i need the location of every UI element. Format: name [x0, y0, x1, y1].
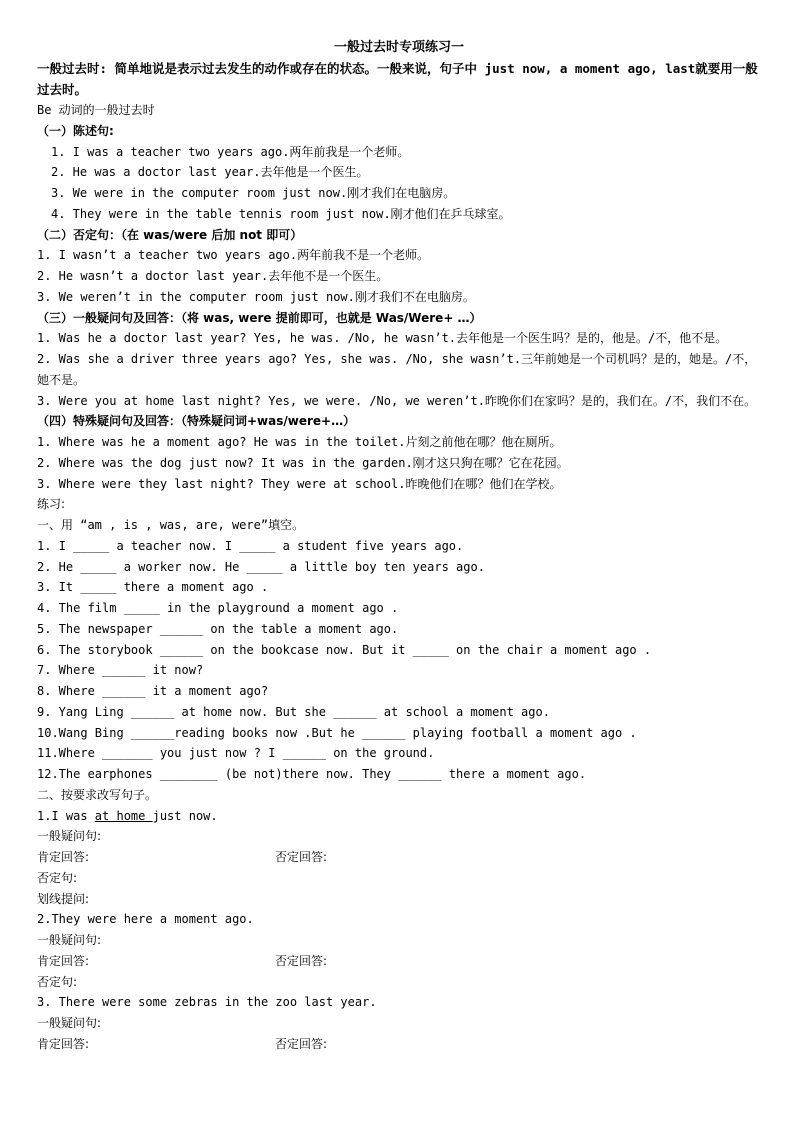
list-item: 1. Was he a doctor last year? Yes, he was. /No, he wasn’t.去年他是一个医生吗？是的，他是。/不，他不是。: [37, 331, 728, 346]
list-item: 3. Were you at home last night? Yes, we were. /No, we weren’t.昨晚你们在家吗？是的，我们在。/不，我们不在。: [37, 393, 757, 408]
section-statement-heading: （一）陈述句:: [37, 123, 114, 138]
exercise-item: 8. Where ______ it a moment ago?: [37, 684, 269, 698]
underlined-phrase: at home: [94, 808, 153, 823]
answer-row: [37, 1034, 761, 1055]
section-negative-heading: （二）否定句：（在 was/were 后加 not 即可）: [37, 227, 303, 242]
intro-definition: 一般过去时: 简单地说是表示过去发生的动作或存在的状态。一般来说，句子中 just now, a moment ago, last就要用一般过去时。: [37, 61, 758, 97]
rewrite-sentence-3: 3. There were some zebras in the zoo last year.: [37, 995, 377, 1010]
wh-question-label: 划线提问:: [37, 891, 90, 906]
positive-answer-label: 肯定回答:: [37, 953, 90, 968]
exercise-item: 10.Wang Bing ______reading books now .But he ______ playing football a moment ago .: [37, 725, 637, 740]
list-item: 1. I was a teacher two years ago.两年前我是一个老师。: [51, 144, 410, 159]
page-title: 一般过去时专项练习一: [333, 40, 464, 55]
exercise1-heading: 一、用 “am , is , was, are, were”填空。: [37, 518, 305, 532]
exercise-item: 2. He _____ a worker now. He _____ a little boy ten years ago.: [37, 559, 485, 574]
positive-answer-label: 肯定回答:: [37, 850, 90, 864]
list-item: 1. Where was he a moment ago? He was in the toilet.片刻之前他在哪？他在厕所。: [37, 435, 562, 449]
positive-answer-label: 肯定回答:: [37, 1036, 90, 1051]
rewrite-sentence-1: [37, 806, 761, 827]
rewrite-sentence-2: 2.They were here a moment ago.: [37, 912, 254, 927]
general-question-label: 一般疑问句:: [37, 933, 102, 947]
list-item: 2. Where was the dog just now? It was in the garden.刚才这只狗在哪？它在花园。: [37, 455, 569, 470]
section-wh-heading: （四）特殊疑问句及回答：（特殊疑问词+was/were+…）: [37, 414, 356, 429]
list-item: 2. He was a doctor last year.去年他是一个医生。: [51, 165, 369, 180]
negative-answer-label: 否定回答:: [275, 850, 328, 864]
worksheet-page: [37, 38, 761, 1055]
exercise-item: 6. The storybook ______ on the bookcase now. But it _____ on the chair a moment ago .: [37, 642, 652, 657]
exercise-item: 5. The newspaper ______ on the table a moment ago.: [37, 621, 399, 636]
list-item: 4. They were in the table tennis room just now.刚才他们在乒乓球室。: [51, 206, 511, 221]
section-yesno-heading: （三）一般疑问句及回答：（将 was, were 提前即可，也就是 Was/Were+ …）: [37, 310, 482, 325]
sentence-text: just now.: [152, 808, 218, 823]
practice-label: 练习:: [37, 497, 66, 512]
exercise-item: 11.Where _______ you just now ? I ______ on the ground.: [37, 746, 435, 761]
sentence-text: 1.I was: [37, 808, 95, 823]
exercise-item: 3. It _____ there a moment ago .: [37, 580, 269, 595]
general-question-label: 一般疑问句:: [37, 1016, 102, 1030]
negative-sentence-label: 否定句:: [37, 870, 78, 885]
list-item: 2. Was she a driver three years ago? Yes, she was. /No, she wasn’t.三年前她是一个司机吗？是的，她是。/不，她不是。: [37, 352, 757, 387]
exercise-item: 9. Yang Ling ______ at home now. But she ______ at school a moment ago.: [37, 704, 550, 719]
exercise-item: 1. I _____ a teacher now. I _____ a student five years ago.: [37, 538, 464, 553]
list-item: 2. He wasn’t a doctor last year.去年他不是一个医生。: [37, 269, 389, 283]
answer-row: [37, 847, 761, 868]
exercise2-heading: 二、按要求改写句子。: [37, 787, 158, 802]
negative-answer-label: 否定回答:: [275, 1036, 328, 1051]
list-item: 3. We weren’t in the computer room just now.刚才我们不在电脑房。: [37, 289, 475, 304]
negative-answer-label: 否定回答:: [275, 953, 328, 968]
exercise-item: 7. Where ______ it now?: [37, 663, 204, 678]
exercise-item: 4. The film _____ in the playground a moment ago .: [37, 601, 399, 615]
negative-sentence-label: 否定句:: [37, 974, 78, 989]
be-heading: Be 动词的一般过去时: [37, 103, 155, 117]
list-item: 1. I wasn’t a teacher two years ago.两年前我不是一个老师。: [37, 248, 430, 263]
exercise-item: 12.The earphones ________ (be not)there now. They ______ there a moment ago.: [37, 767, 587, 781]
general-question-label: 一般疑问句:: [37, 829, 102, 844]
answer-row: [37, 951, 761, 972]
list-item: 3. Where were they last night? They were at school.昨晚他们在哪？他们在学校。: [37, 476, 562, 491]
list-item: 3. We were in the computer room just now.刚才我们在电脑房。: [51, 186, 456, 200]
